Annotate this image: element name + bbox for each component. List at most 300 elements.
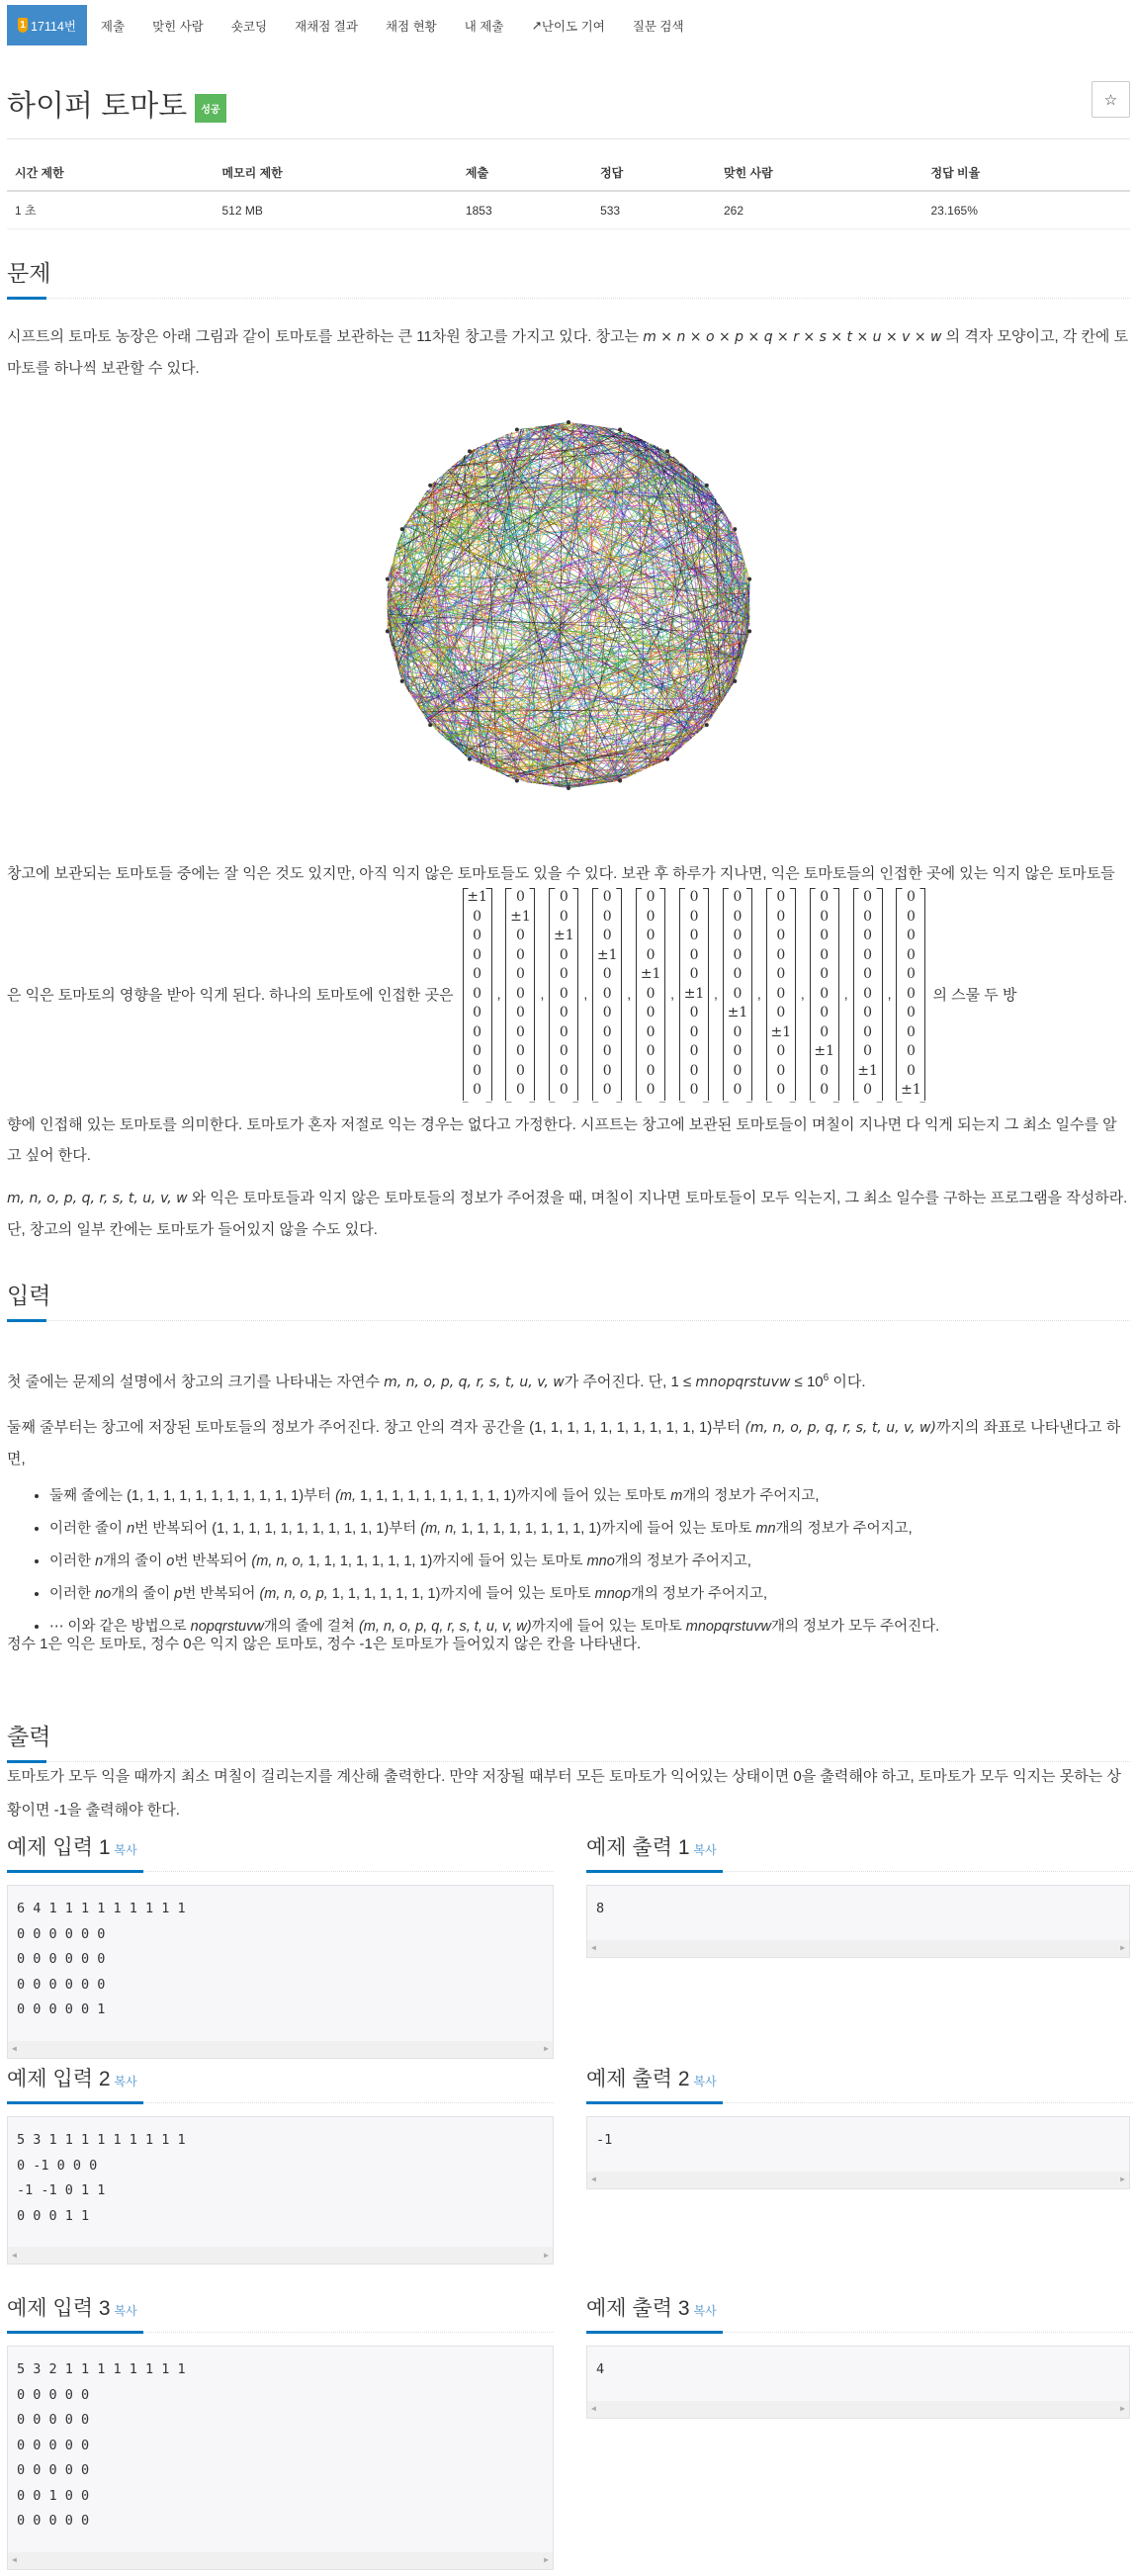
vector-entry: 0 [602,1082,612,1098]
vector-entry: 0 [559,1043,568,1059]
vector-entry: 0 [602,908,612,925]
unit-vector [853,888,883,1101]
horizontal-scrollbar[interactable] [587,1940,1129,1957]
tier-badge-icon: 1 [18,18,28,33]
graph-node [705,484,709,488]
example-title: 예제 입력 2 [7,2068,111,2090]
header-solved: 맞힌 사람 [716,156,922,191]
horizontal-scrollbar[interactable] [8,2552,553,2569]
list-item [49,1480,1117,1513]
problem-nav [7,5,698,45]
text-segment: 개의 정보가 주어지고, [775,1521,913,1537]
vector-entry: 0 [559,985,568,1002]
example-output-box[interactable] [586,2116,1130,2189]
vector-entry: 0 [863,1043,873,1059]
copy-button[interactable]: 복사 [693,1843,717,1857]
vector-entry: 0 [776,1005,786,1021]
text-segment: 와 익은 토마토들과 익지 않은 토마토들의 정보가 주어졌을 때, 며칠이 지나면 토마토들이 모두 익는지, 그 최소 일수를 구하는 프로그램을 작성하라. 단, 창고의 일부 칸에는 토마토가 들어있지 않을 수도 있다. [7,1190,1128,1238]
graph-node [733,527,737,531]
copy-button[interactable]: 복사 [693,2075,717,2088]
vector-entry: 0 [473,1005,482,1021]
vector-entry: 0 [559,966,568,982]
vector-entry: 0 [559,1005,568,1021]
vector-entry: 0 [820,966,830,982]
math-text: m × n × o × p × q × r × s × t × u × v × w [643,329,942,345]
text-segment: 개의 줄이 [103,1554,167,1569]
vector-entry: 0 [776,985,786,1002]
tab-my-submissions[interactable]: 내 제출 [464,19,504,34]
input-line-3 [7,1629,1130,1659]
vector-entry: 0 [907,966,916,982]
vector-entry: 0 [689,1082,699,1098]
text-segment: ≤ 10 [790,1374,824,1390]
vector-entry: 0 [689,1023,699,1040]
header-submissions: 제출 [458,156,592,191]
problem-description [7,321,1130,384]
vector-entry: ±1 [770,1023,792,1040]
header-accepted: 정답 [592,156,716,191]
example-title: 예제 출력 3 [586,2297,690,2320]
example-input-text: 5 3 1 1 1 1 1 1 1 1 1 0 -1 0 0 0 -1 -1 0 1 1 0 0 0 1 1 [17,2132,186,2224]
comma: , [843,986,848,1003]
math-text: n [127,1521,135,1537]
header-ratio: 정답 비율 [922,156,1130,191]
unit-vector [463,888,492,1101]
vector-entry: ±1 [467,889,487,905]
graph-node [386,629,390,633]
time-limit: 1 초 [7,191,214,229]
vector-entry: 0 [473,928,482,943]
vector-entry: 0 [646,889,655,905]
graph-node [705,723,709,727]
scroll-left-icon[interactable]: ◀ [591,1943,596,1953]
text-segment: 1, 1, 1, 1, 1, 1, 1)까지에 들어 있는 토마토 [327,1586,595,1602]
math-text: p [174,1586,183,1602]
math-text: o [166,1554,175,1569]
vector-entry: 0 [559,908,568,925]
text-segment: 개의 줄에 걸쳐 [263,1619,359,1635]
vector-entry: 0 [473,985,482,1002]
table-header-row [7,156,1130,191]
problem-heading: 문제 [7,255,1130,299]
vector-entry: 0 [863,946,873,963]
text-segment: 번 반복되어 [174,1554,252,1569]
vector-entry: 0 [907,1062,916,1079]
text-segment: 1, 1, 1, 1, 1, 1, 1, 1)까지에 들어 있는 토마토 [304,1554,587,1569]
horizontal-scrollbar[interactable] [8,2041,553,2058]
graph-node [400,527,404,531]
scroll-right-icon[interactable]: ▶ [544,2250,549,2260]
vector-entry: 0 [820,1023,830,1040]
problem-info-table [7,156,1130,229]
vector-entry: 0 [516,1043,525,1059]
vector-entry: 0 [602,889,612,905]
title-text: 하이퍼 토마토 [7,90,188,123]
input-list [30,1480,1117,1643]
graph-node [747,629,751,633]
ratio: 23.165% [922,191,1130,229]
graph-node [747,577,751,581]
output-description [7,1760,1130,1827]
vector-entry: ±1 [727,1005,748,1021]
comma: , [887,986,892,1003]
graph-node [468,757,472,761]
vector-entry: 0 [689,1005,699,1021]
math-text: mn [755,1521,776,1537]
scroll-right-icon[interactable]: ▶ [1120,2175,1125,2184]
table-row [7,191,1130,229]
vector-entry: 0 [907,985,916,1002]
text-segment: 이러한 [49,1554,96,1569]
vector-entry: 0 [689,908,699,925]
graph-node [618,779,622,783]
vector-entry: 0 [559,1023,568,1040]
math-text: mnopqrstuvw [685,1619,771,1635]
math-text: m, n, o, p, q, r, s, t, u, v, w [384,1375,565,1390]
text-segment: 첫 줄에는 문제의 설명에서 창고의 크기를 나타내는 자연수 [7,1374,385,1390]
text-segment: 이다. [829,1374,866,1390]
scroll-left-icon[interactable]: ◀ [12,2044,17,2054]
status-badge: 성공 [195,94,225,123]
text-segment: 1, 1, 1, 1, 1, 1, 1, 1, 1)까지에 들어 있는 토마토 [457,1521,756,1537]
vector-entry: 0 [516,1005,525,1021]
example-output-heading [586,2063,1133,2103]
text-segment: 1, 1, 1, 1, 1, 1, 1, 1, 1, 1)까지에 들어 있는 토마토 [356,1488,671,1504]
adjacency-text-end: 의 스물 두 방 [932,986,1017,1004]
vector-entry: 0 [473,1062,482,1079]
unit-vector [592,888,622,1101]
vector-entry: 0 [733,1062,743,1079]
graph-node [428,484,432,488]
vector-entry: 0 [689,889,699,905]
copy-button[interactable]: 복사 [114,2304,137,2318]
math-text: (m, n, o, p, q, r, s, t, u, v, w) [358,1619,532,1635]
unit-vector [636,888,665,1101]
horizontal-scrollbar[interactable] [587,2401,1129,2418]
comma: , [627,986,632,1003]
scroll-left-icon[interactable]: ◀ [12,2250,17,2260]
vector-entry: 0 [863,889,873,905]
graph-node [400,679,404,683]
copy-button[interactable]: 복사 [114,1843,137,1857]
tab-label: 17114번 [31,19,76,34]
math-text: m, n, o, p, q, r, s, t, u, v, w [7,1191,188,1206]
vector-entry: 0 [820,889,830,905]
copy-button[interactable]: 복사 [114,2075,137,2088]
math-text: (m, n, o, p, [259,1586,328,1602]
horizontal-scrollbar[interactable] [587,2172,1129,2188]
vector-entry: ±1 [683,985,705,1002]
comma: , [756,986,761,1003]
horizontal-scrollbar[interactable] [8,2247,553,2264]
vector-entry: 0 [820,928,830,943]
vector-entry: 0 [820,908,830,925]
vector-entry: 0 [689,966,699,982]
vector-entry: 0 [733,985,743,1002]
example-input-box[interactable] [7,1885,554,2059]
comma: , [714,986,718,1003]
example-title: 예제 입력 3 [7,2297,111,2320]
vector-entry: 0 [776,966,786,982]
example-output-box[interactable] [586,1885,1130,1958]
vector-entry: ±1 [857,1062,878,1079]
text-segment: 이러한 [49,1586,96,1602]
vector-entry: 0 [646,1082,655,1098]
text-segment: 정수 1은 익은 토마토, 정수 0은 익지 않은 토마토, 정수 -1은 토마토가 들어있지 않은 칸을 나타낸다. [7,1636,642,1652]
input-heading: 입력 [7,1278,1130,1321]
vector-entry: 0 [820,1062,830,1079]
example-output-box[interactable] [586,2346,1130,2419]
problem-text-goal: 향에 인접해 있는 토마토를 의미한다. 토마토가 혼자 저절로 익는 경우는 없다고 가정한다. 시프트는 창고에 보관된 토마토들이 며칠이 지나면 다 익게 되는지 그 최소 일수를 알고 싶어 한다. [7,1116,1117,1164]
vector-entry: 0 [689,946,699,963]
example-title: 예제 입력 1 [7,1836,111,1859]
unit-vector [505,888,535,1101]
graph-node [618,427,622,431]
graph-edge [631,719,711,776]
graph-node [515,427,519,431]
tab-questions[interactable]: 질문 검색 [632,19,684,34]
graph-node [665,757,669,761]
vector-entry: 0 [733,889,743,905]
star-button[interactable]: ☆ [1092,81,1130,118]
scroll-left-icon[interactable]: ◀ [591,2404,596,2414]
vector-entry: 0 [602,1023,612,1040]
list-item [49,1513,1117,1546]
vector-entry: ±1 [554,928,574,943]
scroll-right-icon[interactable]: ▶ [1120,1943,1125,1953]
adjacency-line [7,888,1016,1101]
list-item [49,1546,1117,1578]
example-output-heading [586,1831,1133,1872]
unit-vector [766,888,796,1101]
vector-entry: 0 [559,1062,568,1079]
comma: , [670,986,675,1003]
vector-entry: 0 [602,928,612,943]
vector-entry: 0 [689,928,699,943]
vector-entry: 0 [863,966,873,982]
vector-entry: 0 [820,985,830,1002]
vector-entry: 0 [646,908,655,925]
text-segment: 둘째 줄에는 (1, 1, 1, 1, 1, 1, 1, 1, 1, 1, 1)부터 [49,1488,336,1504]
vector-entry: ±1 [640,966,661,982]
vector-entry: 0 [863,985,873,1002]
vector-entry: 0 [776,928,786,943]
example-output-heading [586,2292,1133,2333]
vector-entry: 0 [473,1043,482,1059]
vector-entry: 0 [516,985,525,1002]
text-segment: 개의 줄이 [111,1586,175,1602]
vector-entry: 0 [473,1082,482,1098]
vector-entry: 0 [907,1023,916,1040]
tab-submit[interactable]: 제출 [100,19,126,34]
vector-entry: 0 [602,1043,612,1059]
math-text: (m, [335,1488,357,1504]
math-text: (m, n, o, p, q, r, s, t, u, v, w) [744,1420,936,1436]
text-segment: 까지의 좌표로 나타낸다고 하면, [7,1419,1121,1467]
example-output-text: -1 [596,2132,613,2148]
comma: , [496,986,501,1003]
vector-entry: 0 [646,946,655,963]
vector-entry: 0 [473,908,482,925]
tab-label: 난이도 기여 [541,19,605,34]
vector-entry: 0 [516,966,525,982]
graph-node [665,449,669,453]
vector-entry: 0 [863,1082,873,1098]
example-input-box[interactable] [7,2346,554,2570]
vector-entry: 0 [907,928,916,943]
graph-node [428,723,432,727]
graph-node [567,420,570,424]
vector-entry: 0 [733,1043,743,1059]
vector-entry: 0 [863,928,873,943]
vector-entry: 0 [820,1082,830,1098]
vector-entry: 0 [733,928,743,943]
accepted: 533 [592,191,716,229]
copy-button[interactable]: 복사 [693,2304,717,2318]
math-text: (m, n, [420,1521,458,1537]
text-segment: 토마토가 모두 익을 때까지 최소 며칠이 걸리는지를 계산해 출력한다. 만약 저장될 때부터 모든 토마토가 익어있는 상태이면 0을 출력해야 하고, 토마토가 모두 익지는 못하는 상황이면 -1을 출력해야 한다. [7,1768,1121,1819]
solved: 262 [716,191,922,229]
scroll-right-icon[interactable]: ▶ [544,2044,549,2054]
divider [7,138,1130,139]
tab-solved-users[interactable]: 맞힌 사람 [152,19,204,34]
problem-text-task [7,1183,1130,1245]
problem-text-adjacency: 창고에 보관되는 토마토들 중에는 잘 익은 것도 있지만, 아직 익지 않은 토마토들도 있을 수 있다. 보관 후 하루가 지나면, 익은 토마토들의 인접한 곳에 있는 익지 않은 토마토들 [7,865,1115,882]
tab-shortcoding[interactable]: 숏코딩 [230,19,268,34]
header-memory-limit: 메모리 제한 [214,156,457,191]
text-segment: 둘째 줄부터는 창고에 저장된 토마토들의 정보가 주어진다. 창고 안의 격자 공간을 (1, 1, 1, 1, 1, 1, 1, 1, 1, 1, 1)부터 [7,1419,745,1436]
vector-entry: 0 [646,1005,655,1021]
unit-vector [679,888,709,1101]
memory-limit: 512 MB [214,191,457,229]
vector-entry: 0 [863,1005,873,1021]
vector-entry: 0 [907,946,916,963]
comma: , [583,986,588,1003]
text-segment: ⋯ 이와 같은 방법으로 [49,1619,191,1635]
input-line-2 [7,1412,1130,1474]
text-segment: 번 반복되어 [182,1586,260,1602]
example-input-heading [7,2063,554,2103]
math-text: (m, n, o, [251,1554,305,1569]
vector-entry: 0 [776,1062,786,1079]
graph-node [468,449,472,453]
text-segment: 개의 정보가 모두 주어진다. [770,1619,940,1635]
unit-vector [723,888,752,1101]
external-link-icon: ↗ [531,19,542,33]
vector-entry: 0 [516,1082,525,1098]
vector-entry: 0 [516,946,525,963]
vector-entry: ±1 [510,908,531,925]
vector-entry: 0 [646,1023,655,1040]
text-segment: 가 주어진다. 단, 1 ≤ [564,1374,696,1390]
vector-entry: 0 [602,985,612,1002]
scroll-left-icon[interactable]: ◀ [591,2175,596,2184]
vector-entry: 0 [907,908,916,925]
submissions: 1853 [458,191,592,229]
text-segment: 의 격자 모양이고, 각 칸에 토마토를 하나씩 보관할 수 있다. [7,328,1129,377]
tab-rejudge[interactable]: 재채점 결과 [295,19,358,34]
vector-entry: 0 [473,1023,482,1040]
example-input-text: 5 3 2 1 1 1 1 1 1 1 1 0 0 0 0 0 0 0 0 0 0 0 0 0 0 0 0 0 0 0 0 0 0 1 0 0 0 0 0 0 0 [17,2361,186,2529]
example-output-text: 8 [596,1901,605,1916]
output-heading: 출력 [7,1719,1130,1762]
vector-entry: 0 [559,946,568,963]
scroll-left-icon[interactable]: ◀ [12,2555,17,2565]
text-segment: 개의 정보가 주어지고, [682,1488,820,1504]
adjacency-text: 은 익은 토마토의 영향을 받아 익게 된다. 하나의 토마토에 인접한 곳은 [7,986,454,1004]
list-item [49,1578,1117,1611]
math-text: no [95,1586,112,1602]
vector-entry: ±1 [596,946,618,963]
example-input-box[interactable] [7,2116,554,2265]
vector-entry: 0 [602,1005,612,1021]
vector-entry: 0 [733,946,743,963]
vector-entry: 0 [473,946,482,963]
scroll-right-icon[interactable]: ▶ [1120,2404,1125,2414]
vector-entry: 0 [776,889,786,905]
input-line-1 [7,1363,1130,1398]
text-segment: 시프트의 토마토 농장은 아래 그림과 같이 토마토를 보관하는 큰 11차원 창고를 가지고 있다. 창고는 [7,328,644,345]
vector-entry: 0 [863,1023,873,1040]
math-text: m [670,1488,683,1504]
math-text: n [95,1554,104,1569]
example-input-heading [7,1831,554,1872]
vector-entry: 0 [820,1005,830,1021]
page-title [7,81,226,125]
vector-entry: 0 [646,1062,655,1079]
vector-entry: 0 [776,946,786,963]
vector-entry: 0 [559,1082,568,1098]
vector-entry: 0 [907,889,916,905]
example-output-text: 4 [596,2361,605,2377]
comma: , [800,986,805,1003]
vector-entry: ±1 [901,1082,921,1098]
example-title: 예제 출력 2 [586,2068,690,2090]
tab-problem[interactable] [7,5,87,45]
text-segment: 이러한 줄이 [49,1521,128,1537]
vector-entry: 0 [516,1023,525,1040]
unit-vector [549,888,578,1101]
vector-entry: 0 [602,1062,612,1079]
vector-entry: 0 [820,946,830,963]
graph-node [386,577,390,581]
comma: , [540,986,545,1003]
scroll-right-icon[interactable]: ▶ [544,2555,549,2565]
tab-status[interactable]: 채점 현황 [385,19,437,34]
header-time-limit: 시간 제한 [7,156,214,191]
vector-entry: 0 [907,1005,916,1021]
vector-entry: 0 [516,1062,525,1079]
vector-entry: 0 [473,966,482,982]
vector-entry: 0 [776,1082,786,1098]
vector-entry: 0 [907,1043,916,1059]
text-segment: 번 반복되어 (1, 1, 1, 1, 1, 1, 1, 1, 1, 1, 1)부터 [134,1521,421,1537]
tab-difficulty[interactable] [517,5,618,45]
vector-entry: 0 [733,1023,743,1040]
vector-entry: 0 [689,1062,699,1079]
adjacency-vectors [460,888,929,1101]
math-text: mno [586,1554,615,1569]
vector-entry: 0 [516,889,525,905]
vector-entry: 0 [733,908,743,925]
vector-entry: 0 [776,908,786,925]
vector-entry: 0 [602,966,612,982]
math-text: nopqrstuvw [190,1619,264,1635]
vector-entry: 0 [733,1082,743,1098]
vector-entry: 0 [863,908,873,925]
graph-node [515,779,519,783]
vector-entry: 0 [559,889,568,905]
